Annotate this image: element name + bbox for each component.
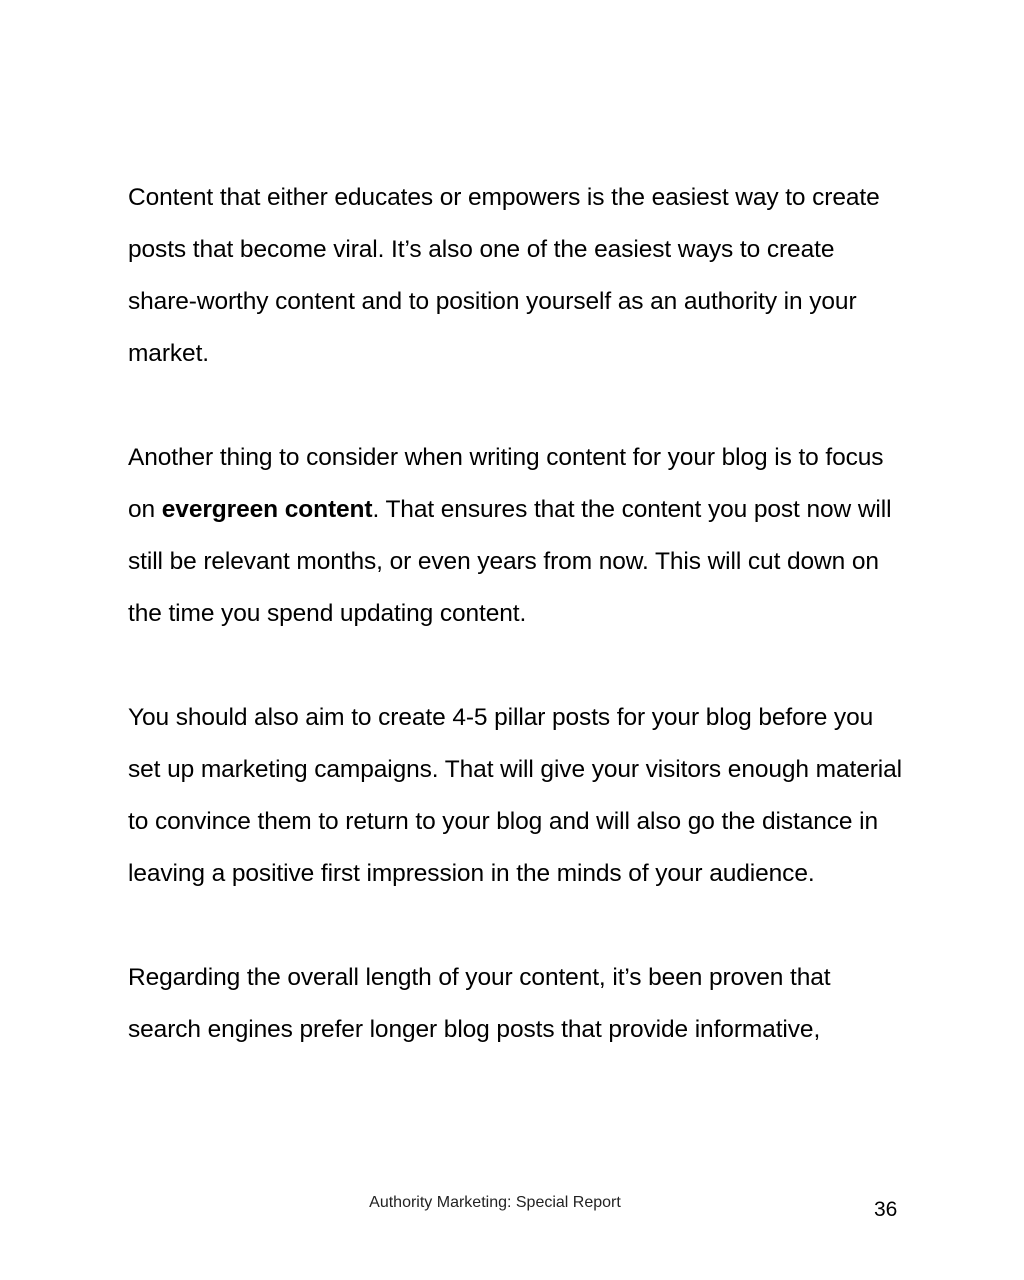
paragraph-2-text-before: Another thing to consider when writing content for your blog is to focus on	[128, 444, 884, 523]
page-number: 36	[874, 1198, 898, 1221]
body-text	[128, 172, 908, 1056]
emphasis-evergreen-content: evergreen content	[161, 496, 373, 523]
paragraph-3: You should also aim to create 4-5 pillar posts for your blog before you set up marketing campaigns. That will give your visitors enough material to convince them to return to your blog and will also go the distance in leaving a positive first impression in the minds of your audience.	[128, 704, 902, 887]
paragraph-2	[128, 432, 908, 640]
footer-title: Authority Marketing: Special Report	[369, 1194, 621, 1211]
paragraph-2-text-after: . That ensures that the content you post now will still be relevant months, or even years from now. This will cut down on the time you spend updating content.	[128, 496, 892, 627]
paragraph-1: Content that either educates or empowers is the easiest way to create posts that become viral. It’s also one of the easiest ways to create share-worthy content and to position yourself as an authority in your market.	[128, 184, 880, 367]
paragraph-4: Regarding the overall length of your content, it’s been proven that search engines prefer longer blog posts that provide informative,	[128, 964, 831, 1043]
